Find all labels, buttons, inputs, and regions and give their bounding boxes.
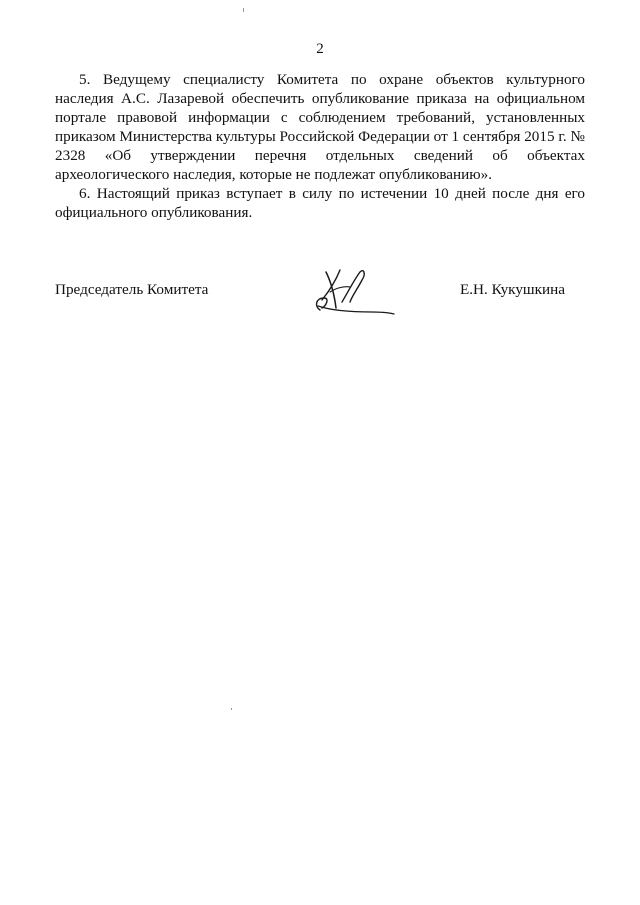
paragraph-5 — [55, 70, 585, 184]
paragraph-6 — [55, 184, 585, 222]
paragraph-number: 6. — [79, 185, 91, 202]
paragraph-text: Ведущему специалисту Комитета по охране объектов культурного наследия А.С. Лазаревой обеспечить опубликование приказа на официальном портале правовой информации с соблюдением требований, установленных приказом Министерства культуры Российской Федерации от 1 сентября 2015 г. № 2328 «Об утверждении перечня отдельных сведений об объектах археологического наследия, которые не подлежат опубликованию». — [55, 71, 585, 183]
signature-block — [55, 280, 585, 330]
paragraph-text: Настоящий приказ вступает в силу по истечении 10 дней после дня его официального опубликования. — [55, 185, 585, 221]
signatory-name: Е.Н. Кукушкина — [459, 281, 565, 298]
signatory-position: Председатель Комитета — [55, 281, 209, 298]
document-body — [55, 70, 585, 222]
scan-speck — [243, 8, 244, 12]
handwritten-signature — [300, 262, 400, 320]
paragraph-number: 5. — [79, 71, 91, 88]
page-number: 2 — [316, 41, 324, 57]
scan-speck — [231, 708, 232, 710]
